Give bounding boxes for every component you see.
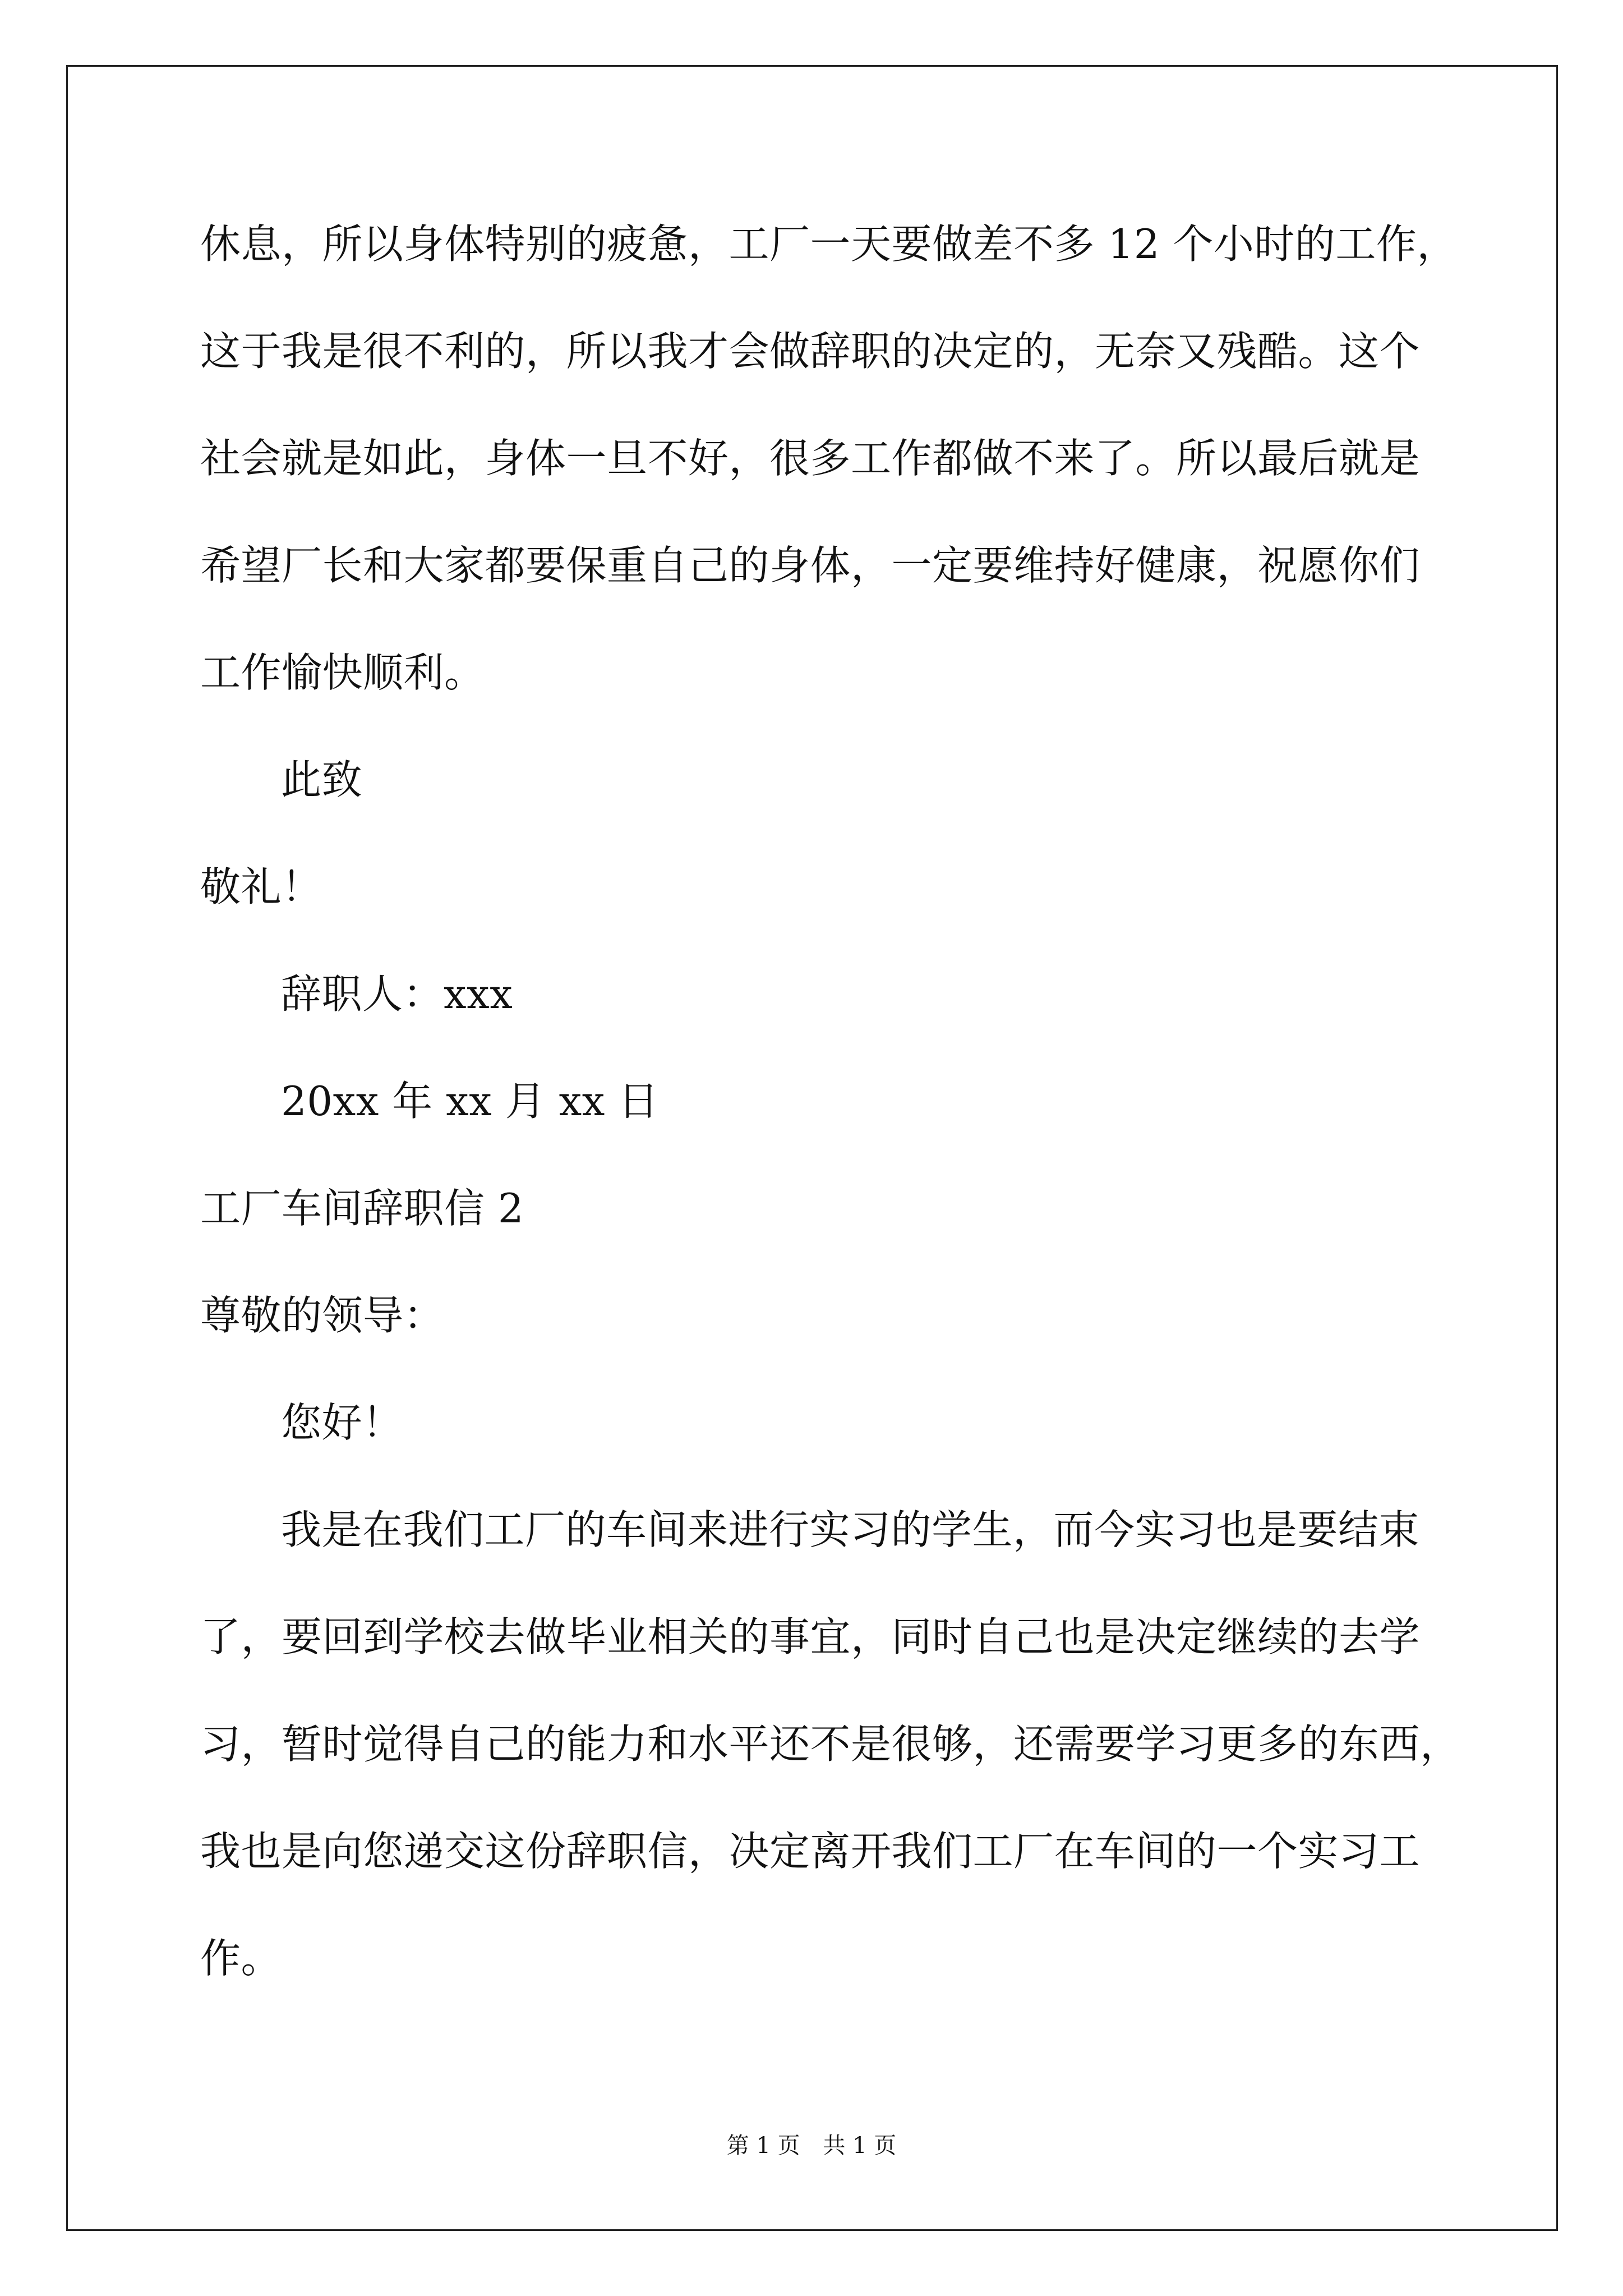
- paragraph-line: 习，暂时觉得自己的能力和水平还不是很够，还需要学习更多的东西，: [200, 1720, 1461, 1768]
- letter-addressee: 尊敬的领导：: [200, 1292, 445, 1339]
- paragraph-line: 工作愉快顺利。: [200, 649, 485, 696]
- signature-date: 20xx 年 xx 月 xx 日: [281, 1078, 659, 1125]
- page-border: [66, 65, 1558, 2231]
- paragraph-line: 我是在我们工厂的车间来进行实习的学生，而今实习也是要结束: [281, 1506, 1420, 1553]
- paragraph-line: 社会就是如此，身体一旦不好，很多工作都做不来了。所以最后就是: [200, 435, 1421, 482]
- page-total: 共 1 页: [823, 2133, 897, 2159]
- page-footer: [0, 2129, 1623, 2162]
- paragraph-line: 作。: [200, 1935, 282, 1982]
- page-number: 第 1 页: [726, 2133, 800, 2159]
- closing-salutation: 此致: [281, 756, 363, 803]
- closing-regards: 敬礼！: [200, 863, 322, 910]
- letter-greeting: 您好！: [281, 1399, 403, 1446]
- paragraph-line: 希望厂长和大家都要保重自己的身体，一定要维持好健康，祝愿你们: [200, 542, 1421, 589]
- paragraph-line: 我也是向您递交这份辞职信，决定离开我们工厂在车间的一个实习工: [200, 1828, 1421, 1875]
- paragraph-line: 这于我是很不利的，所以我才会做辞职的决定的，无奈又残酷。这个: [200, 328, 1421, 375]
- paragraph-line: 休息，所以身体特别的疲惫，工厂一天要做差不多 12 个小时的工作，: [200, 220, 1458, 268]
- signature-name: 辞职人：xxx: [281, 970, 513, 1018]
- section-title: 工厂车间辞职信 2: [200, 1185, 524, 1232]
- paragraph-line: 了，要回到学校去做毕业相关的事宜，同时自己也是决定继续的去学: [200, 1613, 1421, 1660]
